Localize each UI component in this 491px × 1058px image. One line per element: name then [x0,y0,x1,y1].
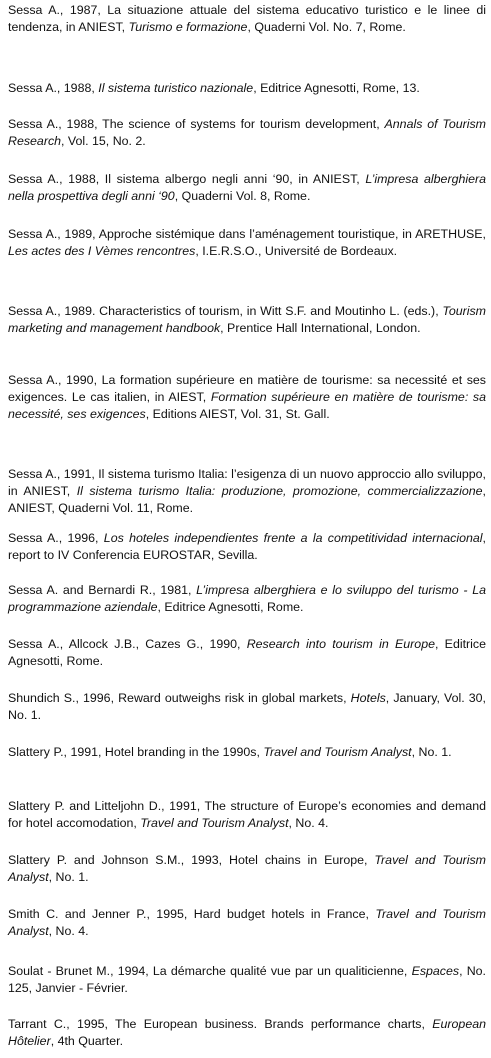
reference-title-italic: Los hoteles independientes frente a la competitividad internacional [103,531,483,545]
reference-entry [8,116,486,150]
reference-text: Sessa A., 1989, Approche sistémique dans l’aménagement touristique, in ARETHUSE, [8,227,486,241]
reference-text: Sessa A., 1988, The science of systems for tourism development, [8,117,385,131]
reference-title-italic: Formation supérieure en matière de tourisme: sa necessité, ses exigences [8,390,487,421]
reference-title-italic: European Hôtelier [8,1017,486,1048]
reference-entry [8,466,486,517]
reference-text: , No. 125, Janvier - Février. [8,964,486,995]
reference-entry [8,303,486,337]
reference-entry [8,744,486,761]
reference-text: Soulat - Brunet M., 1994, La démarche qualité vue par un qualiticienne, [8,964,412,978]
reference-title-italic: Turismo e formazione [128,20,248,34]
reference-entry [8,226,486,260]
reference-title-italic: L’impresa alberghiera e lo sviluppo del turismo - La programmazione aziendale [8,583,486,614]
reference-title-italic: Les actes des I Vèmes rencontres [8,244,196,258]
reference-text: Sessa A., 1996, [8,531,104,545]
reference-text: , 4th Quarter. [50,1034,124,1048]
reference-entry [8,636,486,670]
reference-title-italic: Hotels [350,691,386,705]
reference-text: , No. 4. [48,924,89,938]
reference-text: , ANIEST, Quaderni Vol. 11, Rome. [8,484,486,515]
reference-title-italic: Tourism marketing and management handbook [8,304,486,335]
reference-text: Sessa A., 1991, Il sistema turismo Italia: l’esigenza di un nuovo approccio allo sviluppo, in ANIEST, [8,467,486,498]
reference-text: Smith C. and Jenner P., 1995, Hard budget hotels in France, [8,907,376,921]
reference-text: , No. 1. [411,745,452,759]
reference-entry [8,798,486,832]
reference-title-italic: Travel and Tourism Analyst [8,853,487,884]
reference-text: Sessa A., 1988, Il sistema albergo negli anni ‘90, in ANIEST, [8,172,366,186]
reference-title-italic: Travel and Tourism Analyst [263,745,412,759]
reference-text: Sessa A. and Bernardi R., 1981, [8,583,197,597]
reference-text: , I.E.R.S.O., Université de Bordeaux. [195,244,398,258]
reference-entry [8,852,486,886]
reference-text: Sessa A., 1987, La situazione attuale del sistema educativo turistico e le linee di tendenza, in ANIEST, [8,3,486,34]
reference-entry [8,372,486,423]
reference-title-italic: Travel and Tourism Analyst [140,816,289,830]
reference-text: Slattery P., 1991, Hotel branding in the 1990s, [8,745,264,759]
reference-entry [8,80,486,97]
reference-entry [8,582,486,616]
reference-title-italic: Research into tourism in Europe [246,637,435,651]
reference-text: , No. 4. [288,816,329,830]
reference-text: Shundich S., 1996, Reward outweighs risk in global markets, [8,691,351,705]
reference-text: , Editrice Agnesotti, Rome, 13. [253,81,420,95]
reference-text: , Vol. 15, No. 2. [61,134,146,148]
reference-text: , Quaderni Vol. No. 7, Rome. [247,20,406,34]
reference-text: , January, Vol. 30, No. 1. [8,691,486,722]
reference-title-italic: L’impresa alberghiera nella prospettiva degli anni ‘90 [8,172,487,203]
reference-text: , Editrice Agnesotti, Rome. [8,637,487,668]
reference-entry [8,1016,486,1050]
reference-title-italic: Annals of Tourism Research [8,117,487,148]
reference-text: Tarrant C., 1995, The European business. Brands performance charts, [8,1017,433,1031]
reference-text: Slattery P. and Litteljohn D., 1991, The structure of Europe’s economies and demand for hotel accomodation, [8,799,486,830]
reference-text: , Editrice Agnesotti, Rome. [157,600,304,614]
reference-entry [8,963,486,997]
reference-title-italic: Il sistema turismo Italia: produzione, promozione, commercializzazione [76,484,483,498]
reference-text: Sessa A., Allcock J.B., Cazes G., 1990, [8,637,247,651]
reference-text: Sessa A., 1988, [8,81,99,95]
reference-entry [8,690,486,724]
reference-title-italic: Il sistema turistico nazionale [98,81,254,95]
reference-entry [8,530,486,564]
reference-text: , Editions AIEST, Vol. 31, St. Gall. [145,407,330,421]
reference-text: , No. 1. [48,870,89,884]
reference-entry [8,171,486,205]
reference-entry [8,906,486,940]
reference-text: Sessa A., 1990, La formation supérieure en matière de tourisme: sa necessité et ses exigences. Le cas italien, in AIEST, [8,373,486,404]
reference-text: , report to IV Conferencia EUROSTAR, Sevilla. [8,531,486,562]
reference-title-italic: Travel and Tourism Analyst [8,907,486,938]
reference-text: , Prentice Hall International, London. [220,321,421,335]
reference-text: , Quaderni Vol. 8, Rome. [174,189,311,203]
reference-entry [8,2,486,36]
reference-text: Slattery P. and Johnson S.M., 1993, Hotel chains in Europe, [8,853,375,867]
reference-title-italic: Espaces [411,964,460,978]
reference-text: Sessa A., 1989. Characteristics of tourism, in Witt S.F. and Moutinho L. (eds.), [8,304,443,318]
